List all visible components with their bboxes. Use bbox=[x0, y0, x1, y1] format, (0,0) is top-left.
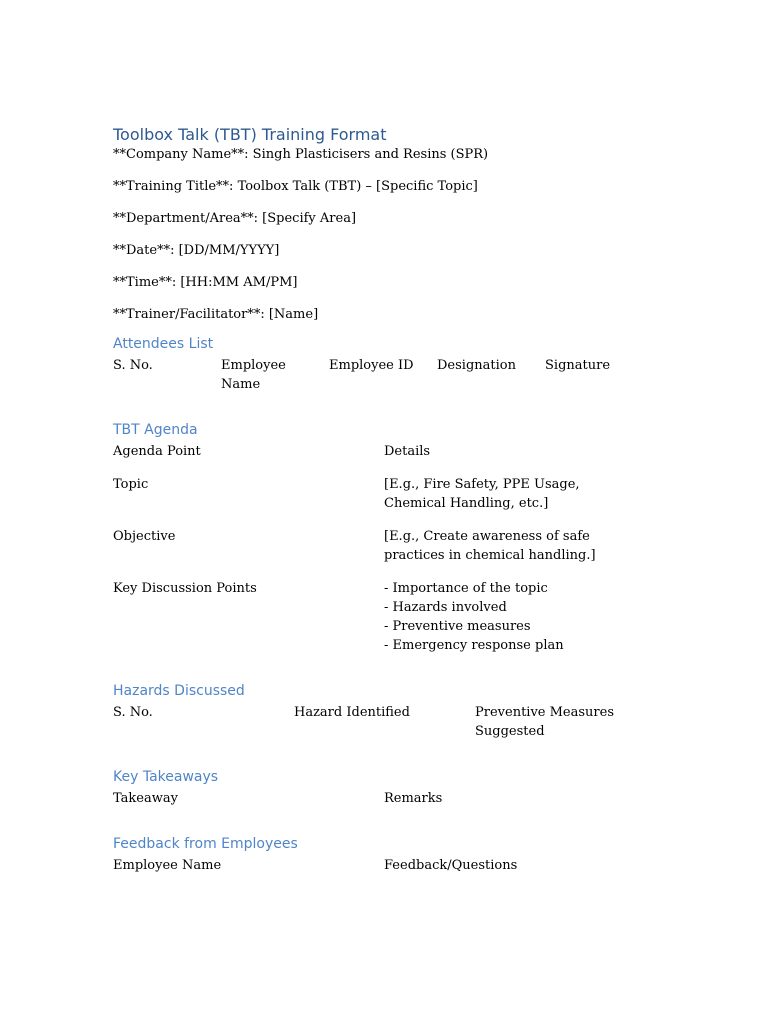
agenda-header-row bbox=[113, 442, 653, 461]
attendees-col-name: Employee Name bbox=[221, 358, 286, 392]
agenda-row-key-points bbox=[113, 579, 653, 655]
hazards-col-measures: Preventive Measures Suggested bbox=[475, 705, 614, 739]
time-field: **Time**: [HH:MM AM/PM] bbox=[113, 275, 298, 290]
attendees-col-signature: Signature bbox=[545, 358, 611, 373]
agenda-detail-item: - Preventive measures bbox=[384, 619, 531, 634]
agenda-point: Key Discussion Points bbox=[113, 581, 257, 596]
date-field: **Date**: [DD/MM/YYYY] bbox=[113, 243, 280, 258]
agenda-point: Topic bbox=[113, 477, 149, 492]
training-title-field: **Training Title**: Toolbox Talk (TBT) – [Specific Topic] bbox=[113, 179, 478, 194]
agenda-detail-item: - Importance of the topic bbox=[384, 581, 548, 596]
feedback-header-row bbox=[113, 856, 653, 875]
takeaways-heading: Key Takeaways bbox=[113, 769, 219, 785]
agenda-point: Objective bbox=[113, 529, 176, 544]
trainer-field: **Trainer/Facilitator**: [Name] bbox=[113, 307, 319, 322]
company-name-field: **Company Name**: Singh Plasticisers and Resins (SPR) bbox=[113, 147, 489, 162]
agenda-detail-item: - Hazards involved bbox=[384, 600, 507, 615]
takeaways-header-row bbox=[113, 789, 653, 808]
attendees-col-sno: S. No. bbox=[113, 358, 153, 373]
hazards-header-row bbox=[113, 703, 653, 741]
feedback-heading: Feedback from Employees bbox=[113, 836, 298, 852]
attendees-col-designation: Designation bbox=[437, 358, 516, 373]
takeaways-col-takeaway: Takeaway bbox=[113, 791, 178, 806]
department-field: **Department/Area**: [Specify Area] bbox=[113, 211, 357, 226]
agenda-details: [E.g., Create awareness of safe practices in chemical handling.] bbox=[384, 529, 596, 563]
agenda-details: [E.g., Fire Safety, PPE Usage, Chemical Handling, etc.] bbox=[384, 477, 580, 511]
agenda-col-details: Details bbox=[384, 444, 431, 459]
agenda-detail-item: - Emergency response plan bbox=[384, 638, 564, 653]
document-title: Toolbox Talk (TBT) Training Format bbox=[113, 125, 387, 144]
attendees-col-id: Employee ID bbox=[329, 358, 414, 373]
agenda-col-point: Agenda Point bbox=[113, 444, 201, 459]
takeaways-col-remarks: Remarks bbox=[384, 791, 443, 806]
feedback-col-employee: Employee Name bbox=[113, 858, 222, 873]
hazards-col-identified: Hazard Identified bbox=[294, 705, 410, 720]
hazards-col-sno: S. No. bbox=[113, 705, 153, 720]
attendees-header-row bbox=[113, 356, 653, 394]
document-page bbox=[113, 124, 653, 875]
attendees-heading: Attendees List bbox=[113, 336, 214, 352]
feedback-col-questions: Feedback/Questions bbox=[384, 858, 518, 873]
agenda-details-list bbox=[384, 579, 644, 655]
agenda-row-objective bbox=[113, 527, 653, 565]
agenda-heading: TBT Agenda bbox=[113, 422, 198, 438]
hazards-heading: Hazards Discussed bbox=[113, 683, 245, 699]
agenda-row-topic bbox=[113, 475, 653, 513]
